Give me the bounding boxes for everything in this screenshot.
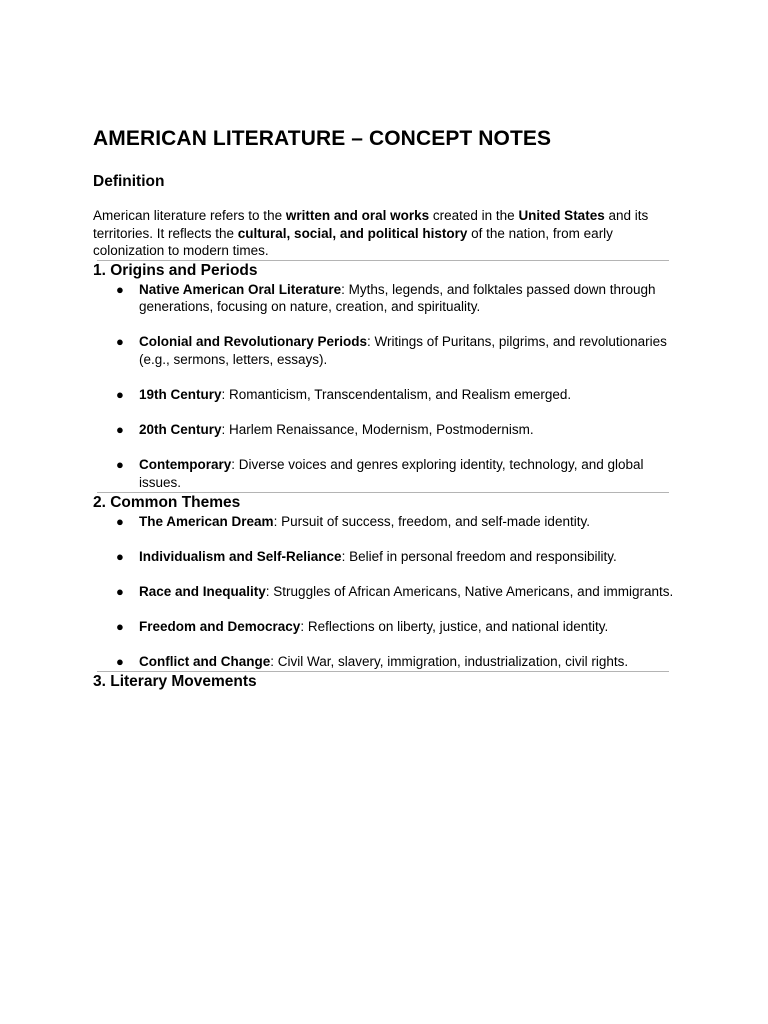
bullet-icon: ●	[116, 457, 124, 473]
list-item-term: 20th Century	[139, 422, 222, 438]
list-item-desc: : Myths, legends, and folktales passed down through generations, focusing on nature, creation, and spirituality.	[139, 281, 656, 315]
definition-heading: Definition	[93, 173, 165, 190]
list-item-desc: : Romanticism, Transcendentalism, and Realism emerged.	[221, 387, 572, 403]
list-item-desc: : Harlem Renaissance, Modernism, Postmodernism.	[221, 422, 534, 438]
list-item	[93, 386, 674, 404]
list-item-desc: : Pursuit of success, freedom, and self-made identity.	[273, 513, 590, 529]
section-heading-themes: 2. Common Themes	[93, 493, 241, 511]
definition-text-1: American literature refers to the	[93, 208, 286, 223]
origins-list	[93, 281, 674, 492]
bullet-icon: ●	[116, 422, 124, 438]
bullet-icon: ●	[116, 281, 124, 297]
list-item	[93, 548, 674, 566]
list-item-desc: : Civil War, slavery, immigration, industrialization, civil rights.	[270, 653, 629, 669]
document-title: AMERICAN LITERATURE – CONCEPT NOTES	[93, 127, 552, 150]
list-item-desc: : Belief in personal freedom and responsibility.	[341, 548, 617, 564]
section-divider	[97, 492, 669, 493]
list-item-desc: : Struggles of African Americans, Native Americans, and immigrants.	[265, 583, 674, 599]
list-item-desc: : Diverse voices and genres exploring identity, technology, and global issues.	[139, 457, 644, 490]
section-divider	[97, 671, 669, 672]
bullet-icon: ●	[116, 618, 124, 634]
list-item	[93, 513, 674, 531]
definition-text-2: created in the	[429, 208, 519, 223]
list-item-term: Contemporary	[139, 457, 232, 473]
definition-bold-2: United States	[518, 208, 605, 223]
list-item	[93, 618, 674, 636]
section-heading-movements: 3. Literary Movements	[93, 672, 257, 690]
bullet-icon: ●	[116, 548, 124, 564]
list-item-term: Individualism and Self-Reliance	[139, 548, 342, 564]
list-item-desc: : Reflections on liberty, justice, and national identity.	[300, 618, 609, 634]
bullet-icon: ●	[116, 653, 124, 669]
list-item	[93, 333, 674, 368]
definition-text-4: of the nation, from early colonization to modern times.	[93, 225, 613, 259]
list-item	[93, 653, 674, 671]
definition-text-3: and its territories. It reflects the	[93, 208, 649, 241]
list-item-desc: : Writings of Puritans, pilgrims, and revolutionaries (e.g., sermons, letters, essays).	[139, 334, 667, 368]
definition-bold-3: cultural, social, and political history	[237, 225, 468, 241]
list-item	[93, 583, 674, 601]
list-item-term: Native American Oral Literature	[139, 281, 342, 297]
list-item-term: 19th Century	[139, 387, 222, 403]
section-heading-origins: 1. Origins and Periods	[93, 261, 258, 279]
themes-list	[93, 513, 674, 671]
definition-bold-1: written and oral works	[285, 208, 430, 223]
list-item	[93, 281, 674, 316]
section-divider	[97, 260, 669, 261]
list-item-term: Freedom and Democracy	[139, 618, 301, 634]
definition-paragraph	[93, 207, 674, 260]
bullet-icon: ●	[116, 387, 124, 403]
list-item-term: Colonial and Revolutionary Periods	[139, 334, 368, 350]
list-item-term: Race and Inequality	[139, 583, 266, 599]
bullet-icon: ●	[116, 334, 124, 350]
list-item-term: The American Dream	[139, 513, 274, 529]
list-item	[93, 421, 674, 439]
list-item	[93, 456, 674, 491]
list-item-term: Conflict and Change	[139, 653, 271, 669]
bullet-icon: ●	[116, 583, 124, 599]
bullet-icon: ●	[116, 513, 124, 529]
